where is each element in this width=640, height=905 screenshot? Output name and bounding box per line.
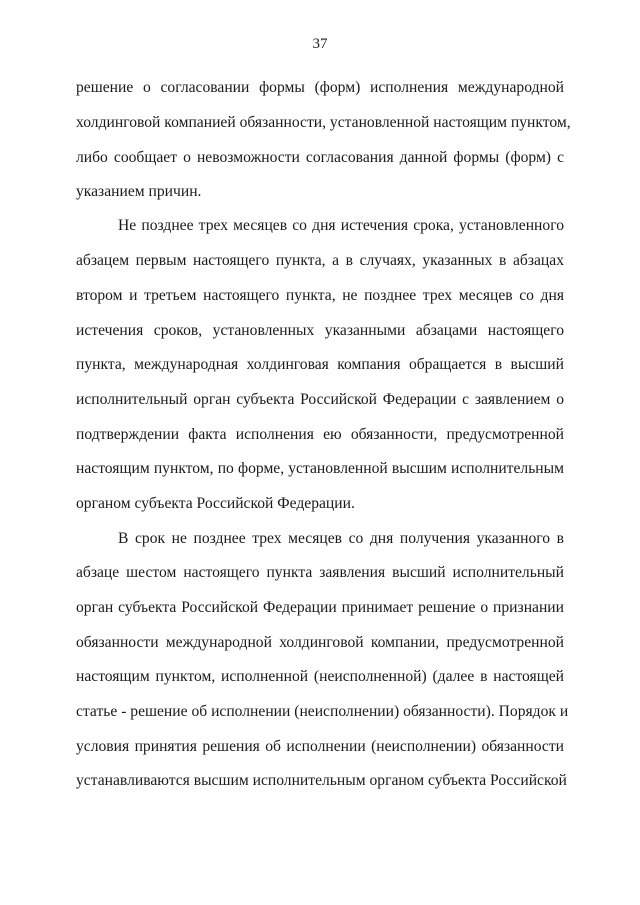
text-line: либо сообщает о невозможности согласования данной формы (форм) с	[76, 149, 564, 166]
text-line: условия принятия решения об исполнении (неисполнении) обязанности	[76, 738, 564, 755]
text-line: устанавливаются высшим исполнительным органом субъекта Российской	[76, 772, 567, 789]
text-line: указанием причин.	[76, 183, 202, 200]
text-line: статье - решение об исполнении (неисполнении) обязанности). Порядок и	[76, 703, 569, 720]
text-line: настоящим пунктом, по форме, установленной высшим исполнительным	[76, 460, 564, 477]
text-line: решение о согласовании формы (форм) исполнения международной	[76, 79, 564, 96]
text-line: абзацем первым настоящего пункта, а в случаях, указанных в абзацах	[76, 252, 564, 269]
text-line: абзаце шестом настоящего пункта заявления высший исполнительный	[76, 564, 564, 581]
text-line: настоящим пунктом, исполненной (неисполненной) (далее в настоящей	[76, 668, 564, 685]
text-line: втором и третьем настоящего пункта, не позднее трех месяцев со дня	[76, 287, 564, 304]
text-line: обязанности международной холдинговой компании, предусмотренной	[76, 634, 564, 651]
text-line: органом субъекта Российской Федерации.	[76, 495, 355, 512]
text-line: истечения сроков, установленных указанными абзацами настоящего	[76, 322, 564, 339]
text-line: холдинговой компанией обязанности, установленной настоящим пунктом,	[76, 114, 571, 131]
text-line: орган субъекта Российской Федерации принимает решение о признании	[76, 599, 564, 616]
text-line: пункта, международная холдинговая компания обращается в высший	[76, 356, 564, 373]
text-line: Не позднее трех месяцев со дня истечения срока, установленного	[118, 217, 564, 234]
text-line: В срок не позднее трех месяцев со дня получения указанного в	[118, 530, 564, 547]
text-line: исполнительный орган субъекта Российской Федерации с заявлением о	[76, 391, 564, 408]
page-number: 37	[312, 36, 328, 52]
text-line: подтверждении факта исполнения ею обязанности, предусмотренной	[76, 426, 564, 443]
